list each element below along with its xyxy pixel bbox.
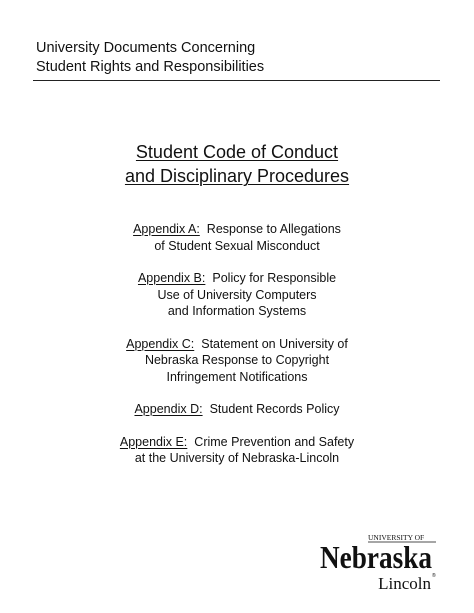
- appendix-b-line-3: and Information Systems: [167, 304, 307, 318]
- logo-nebraska: Nebraska: [320, 539, 432, 575]
- document-header: [36, 39, 436, 77]
- title-line-2: and Disciplinary Procedures: [124, 166, 350, 186]
- appendix-c-line-3: Infringement Notifications: [166, 369, 308, 384]
- university-nebraska-lincoln-logo: [318, 531, 438, 591]
- appendix-e-label: Appendix E:: [119, 434, 188, 449]
- appendix-e: [0, 434, 474, 467]
- appendix-d-line-1: Student Records Policy: [209, 402, 340, 416]
- header-line-1: University Documents Concerning: [36, 40, 256, 56]
- header-divider: [33, 80, 440, 81]
- header-line-2: Student Rights and Responsibilities: [36, 59, 265, 75]
- appendix-c-line-1: Statement on University of: [201, 336, 348, 351]
- title-line-1: Student Code of Conduct: [135, 142, 339, 162]
- appendix-a-line-2: of Student Sexual Misconduct: [154, 238, 320, 253]
- appendix-b-line-1: Policy for Responsible: [212, 271, 337, 285]
- appendix-a: [0, 221, 474, 254]
- appendix-b: [0, 270, 474, 320]
- appendix-d: [0, 401, 474, 418]
- appendix-c: [0, 336, 474, 386]
- logo-lincoln: Lincoln: [378, 574, 431, 591]
- appendix-e-line-1: Crime Prevention and Safety: [194, 434, 355, 449]
- appendix-list: [0, 221, 474, 483]
- appendix-b-label: Appendix B:: [137, 271, 206, 285]
- appendix-a-label: Appendix A:: [133, 222, 200, 236]
- appendix-c-line-2: Nebraska Response to Copyright: [144, 353, 330, 367]
- appendix-a-line-1: Response to Allegations: [206, 222, 341, 236]
- document-title: [0, 140, 474, 188]
- appendix-c-label: Appendix C:: [126, 336, 195, 351]
- logo-registered-mark: ®: [432, 573, 436, 579]
- appendix-d-label: Appendix D:: [134, 402, 203, 416]
- appendix-b-line-2: Use of University Computers: [157, 287, 317, 302]
- logo-university-of: UNIVERSITY OF: [368, 533, 425, 542]
- appendix-e-line-2: at the University of Nebraska-Lincoln: [134, 451, 340, 465]
